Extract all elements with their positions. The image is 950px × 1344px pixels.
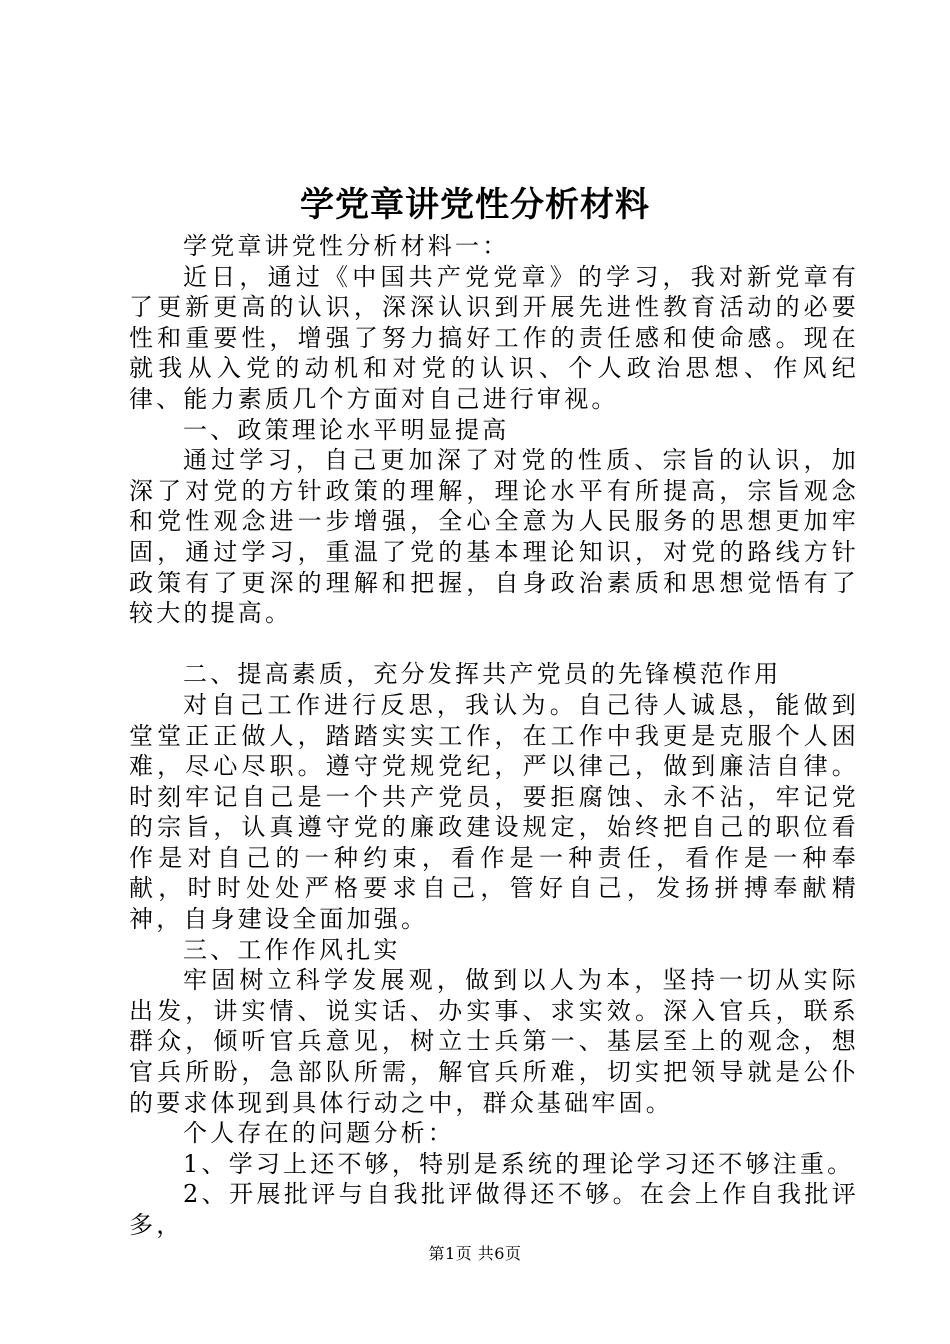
problem-item-2: 2、开展批评与自我批评做得还不够。在会上作自我批评多， <box>129 1180 859 1239</box>
section-heading-2: 二、提高素质，充分发挥共产党员的先锋模范作用 <box>183 660 782 689</box>
paragraph-spacer <box>129 629 859 660</box>
paragraph-section-1: 通过学习，自己更加深了对党的性质、宗旨的认识，加深了对党的方针政策的理解，理论水平有所提高，宗旨观念和党性观念进一步增强，全心全意为人民服务的思想更加牢固，通过学习，重温了党的基本理论知识，对党的路线方针政策有了更深的理解和把握，自身政治素质和思想觉悟有了较大的提高。 <box>129 446 859 628</box>
problem-item-1: 1、学习上还不够，特别是系统的理论学习还不够注重。 <box>183 1149 855 1178</box>
document-title: 学党章讲党性分析材料 <box>300 185 650 225</box>
paragraph-intro-heading: 学党章讲党性分析材料一： <box>183 232 510 260</box>
paragraph-section-2: 对自己工作进行反思，我认为。自己待人诚恳，能做到堂堂正正做人，踏踏实实工作，在工作中我更是克服个人困难，尽心尽职。遵守党规党纪，严以律己，做到廉洁自律。时刻牢记自己是一个共产党员，要拒腐蚀、永不沾，牢记党的宗旨，认真遵守党的廉政建设规定，始终把自己的职位看作是对自己的一种约束，看作是一种责任，看作是一种奉献，时时处处严格要求自己，管好自己，发扬拼搏奉献精神，自身建设全面加强。 <box>129 690 859 934</box>
problems-heading: 个人存在的问题分析： <box>183 1119 455 1148</box>
section-heading-3: 三、工作作风扎实 <box>183 935 401 964</box>
section-heading-1: 一、政策理论水平明显提高 <box>183 415 510 444</box>
paragraph-intro: 近日，通过《中国共产党党章》的学习，我对新党章有了更新更高的认识，深深认识到开展先进性教育活动的必要性和重要性，增强了努力搞好工作的责任感和使命感。现在就我从入党的动机和对党的认识、个人政治思想、作风纪律、能力素质几个方面对自己进行审视。 <box>129 262 859 413</box>
page-footer: 第1页 共6页 <box>428 1244 522 1263</box>
document-body <box>129 231 859 1241</box>
paragraph-section-3: 牢固树立科学发展观，做到以人为本，坚持一切从实际出发，讲实情、说实话、办实事、求实效。深入官兵，联系群众，倾听官兵意见，树立士兵第一、基层至上的观念，想官兵所盼，急部队所需，解官兵所难，切实把领导就是公仆的要求体现到具体行动之中，群众基础牢固。 <box>129 966 859 1117</box>
